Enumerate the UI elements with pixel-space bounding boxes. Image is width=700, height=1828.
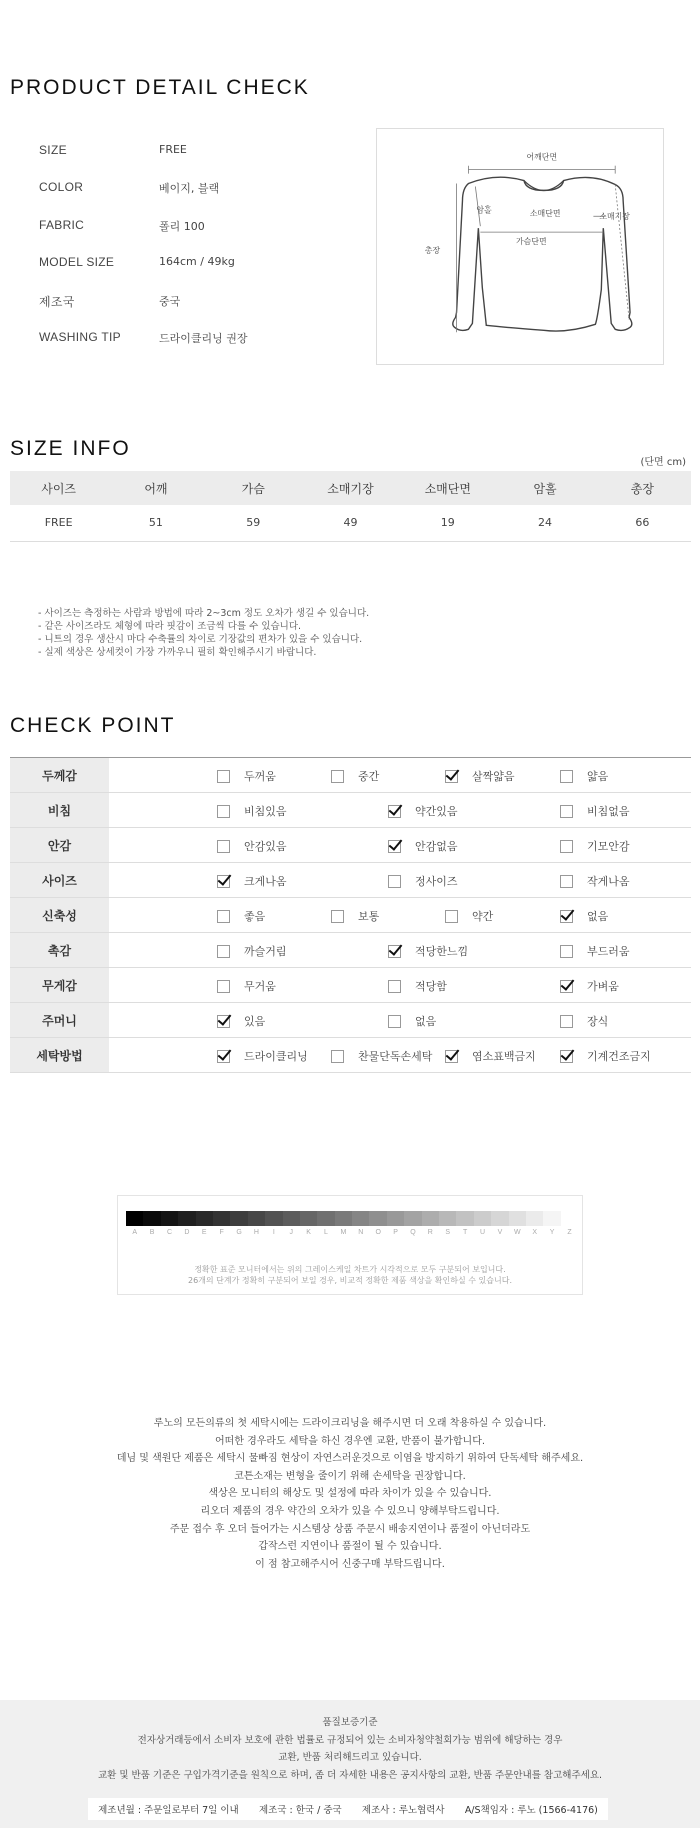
check-options: [109, 793, 691, 828]
check-option-label: 까슬거림: [244, 945, 287, 958]
spec-key: COLOR: [39, 180, 84, 195]
size-note: - 실제 색상은 상세컷이 가장 가까우니 필히 확인해주시기 바랍니다.: [38, 647, 317, 658]
check-option-label: 중간: [358, 770, 380, 783]
grayscale-caption: [118, 1264, 582, 1286]
check-option[interactable]: [560, 943, 630, 959]
spec-list: [39, 143, 248, 367]
gray-swatch: [248, 1211, 265, 1226]
check-option[interactable]: [560, 1013, 608, 1029]
check-option[interactable]: [560, 978, 619, 994]
check-option-label: 크게나옴: [244, 875, 287, 888]
gray-swatch: [369, 1211, 386, 1226]
size-header-cell: 암홀: [496, 471, 593, 505]
gray-letter: P: [393, 1229, 398, 1236]
size-cell: 59: [205, 505, 302, 541]
gray-swatch: [265, 1211, 282, 1226]
checkbox-empty-icon[interactable]: [217, 770, 230, 783]
check-option[interactable]: [331, 1048, 432, 1064]
check-options: [109, 1038, 691, 1073]
checkbox-checked-icon[interactable]: [445, 770, 458, 783]
diagram-label-sleeve-length: 소매기장: [599, 212, 630, 222]
spec-row: [39, 218, 248, 255]
check-option-label: 염소표백금지: [472, 1050, 536, 1063]
check-option-label: 보통: [358, 910, 380, 923]
checkbox-empty-icon[interactable]: [560, 770, 573, 783]
washing-notice: [0, 1415, 700, 1573]
size-header-cell: 총장: [594, 471, 691, 505]
checkbox-empty-icon[interactable]: [388, 980, 401, 993]
gray-letter: T: [462, 1229, 468, 1236]
check-options: [109, 898, 691, 933]
spec-value: 폴리 100: [159, 219, 205, 233]
spec-row: [39, 143, 248, 180]
spec-key: WASHING TIP: [39, 329, 121, 344]
gray-swatch: [196, 1211, 213, 1226]
checkbox-empty-icon[interactable]: [560, 1015, 573, 1028]
check-option[interactable]: [217, 873, 287, 889]
checkbox-checked-icon[interactable]: [388, 840, 401, 853]
size-note: - 사이즈는 측정하는 사람과 방법에 따라 2~3cm 정도 오차가 생길 수 있습니다.: [38, 608, 370, 619]
gray-letter: R: [427, 1229, 433, 1236]
check-options: [109, 1003, 691, 1038]
footer-line: 전자상거래등에서 소비자 보호에 관한 법률로 규정되어 있는 소비자청약철회가능 범위에 해당하는 경우: [137, 1734, 563, 1746]
check-option-label: 장식: [587, 1015, 609, 1028]
check-option-label: 무거움: [244, 980, 276, 993]
check-options: [109, 828, 691, 863]
gray-swatch: [439, 1211, 456, 1226]
product-detail-title: PRODUCT DETAIL CHECK: [10, 76, 310, 99]
check-option-label: 없음: [415, 1015, 437, 1028]
spec-row: [39, 180, 248, 217]
checkbox-empty-icon[interactable]: [331, 770, 344, 783]
spec-value: FREE: [159, 143, 187, 156]
gray-letter: H: [253, 1229, 259, 1236]
notice-line: 코튼소재는 변형을 줄이기 위해 손세탁을 권장합니다.: [234, 1470, 466, 1482]
check-label: 두께감: [10, 758, 109, 793]
checkbox-checked-icon[interactable]: [217, 1050, 230, 1063]
check-point-title: CHECK POINT: [10, 714, 176, 737]
quality-guarantee-footer: [0, 1700, 700, 1828]
size-header-cell: 사이즈: [10, 471, 107, 505]
gray-letter: D: [184, 1229, 190, 1236]
gray-letter: A: [132, 1229, 138, 1236]
footer-bar-item: 제조사 : 루노협력사: [361, 1805, 445, 1816]
check-option[interactable]: [388, 873, 458, 889]
check-row: [10, 968, 691, 1003]
check-option[interactable]: [217, 1048, 308, 1064]
spec-key: MODEL SIZE: [39, 255, 115, 270]
gray-swatch: [161, 1211, 178, 1226]
gray-swatch: [143, 1211, 160, 1226]
checkbox-empty-icon[interactable]: [217, 945, 230, 958]
gray-letter: I: [272, 1229, 275, 1236]
checkbox-checked-icon[interactable]: [560, 910, 573, 923]
spec-value: 중국: [159, 294, 181, 308]
size-table: [10, 471, 691, 542]
check-option-label: 없음: [587, 910, 609, 923]
gray-swatch: [230, 1211, 247, 1226]
garment-diagram-icon: [377, 129, 663, 364]
check-option[interactable]: [560, 838, 630, 854]
check-label: 세탁방법: [10, 1038, 109, 1073]
check-options: [109, 863, 691, 898]
gray-swatch: [543, 1211, 560, 1226]
check-option-label: 기모안감: [587, 840, 630, 853]
size-cell: 51: [107, 505, 204, 541]
gray-letter: C: [166, 1229, 172, 1236]
gray-swatch: [526, 1211, 543, 1226]
size-cell: FREE: [10, 505, 107, 541]
checkbox-checked-icon[interactable]: [560, 980, 573, 993]
check-option-label: 찬물단독손세탁: [358, 1050, 433, 1063]
check-option-label: 안감없음: [415, 840, 458, 853]
check-row: [10, 1003, 691, 1038]
footer-line: 교환, 반품 처리해드리고 있습니다.: [278, 1752, 422, 1763]
check-label: 비침: [10, 793, 109, 828]
check-option-label: 적당한느낌: [415, 945, 469, 958]
unit-label: (단면 cm): [640, 457, 686, 468]
gray-letter: N: [358, 1229, 364, 1236]
size-note: - 같은 사이즈라도 체형에 따라 핏감이 조금씩 다를 수 있습니다.: [38, 621, 302, 632]
diagram-label-length: 총장: [424, 245, 441, 255]
check-option[interactable]: [388, 978, 447, 994]
gray-letter: Y: [549, 1229, 555, 1236]
checkbox-empty-icon[interactable]: [560, 805, 573, 818]
check-option[interactable]: [217, 1013, 265, 1029]
gray-caption-line: 26개의 단계가 정확히 구분되어 보일 경우, 비교적 정확한 제품 색상을 확인하실 수 있습니다.: [188, 1276, 512, 1285]
gray-swatch: [213, 1211, 230, 1226]
check-row: [10, 933, 691, 968]
check-option[interactable]: [217, 803, 287, 819]
check-option[interactable]: [388, 838, 458, 854]
gray-letter: F: [219, 1229, 224, 1236]
spec-key: FABRIC: [39, 217, 85, 232]
gray-swatch: [335, 1211, 352, 1226]
check-option[interactable]: [331, 908, 379, 924]
check-option-label: 약간: [472, 910, 494, 923]
spec-value: 드라이클리닝 권장: [159, 331, 248, 345]
check-option[interactable]: [388, 943, 468, 959]
check-options: [109, 758, 691, 793]
gray-swatch: [422, 1211, 439, 1226]
check-table: [10, 757, 691, 1073]
checkbox-empty-icon[interactable]: [560, 875, 573, 888]
size-row: [10, 505, 691, 541]
gray-swatch: [404, 1211, 421, 1226]
check-option[interactable]: [560, 803, 630, 819]
check-option[interactable]: [560, 873, 630, 889]
check-row: [10, 828, 691, 863]
check-option-label: 드라이클리닝: [244, 1050, 308, 1063]
gray-caption-line: 정확한 표준 모니터에서는 위의 그레이스케일 차트가 시각적으로 모두 구분되어 보입니다.: [194, 1265, 506, 1274]
size-info-title: SIZE INFO: [10, 437, 131, 460]
notice-line: 어떠한 경우라도 세탁을 하신 경우엔 교환, 반품이 불가합니다.: [214, 1435, 486, 1447]
checkbox-empty-icon[interactable]: [445, 910, 458, 923]
gray-letter: Q: [410, 1229, 416, 1236]
size-cell: 49: [302, 505, 399, 541]
check-option-label: 기계건조금지: [587, 1050, 651, 1063]
check-option[interactable]: [560, 908, 608, 924]
size-notes: [38, 607, 369, 659]
checkbox-empty-icon[interactable]: [217, 805, 230, 818]
check-row: [10, 758, 691, 793]
gray-swatch: [317, 1211, 334, 1226]
check-option[interactable]: [217, 768, 276, 784]
size-diagram: [376, 128, 664, 365]
check-option-label: 가벼움: [587, 980, 619, 993]
gray-letter: M: [340, 1229, 347, 1236]
check-label: 주머니: [10, 1003, 109, 1038]
check-options: [109, 933, 691, 968]
check-option[interactable]: [560, 768, 608, 784]
check-option[interactable]: [560, 1048, 651, 1064]
check-option-label: 약간있음: [415, 805, 458, 818]
footer-line: 교환 및 반품 기준은 구입가격기준을 원칙으로 하며, 좀 더 자세한 내용은 공지사항의 교환, 반품 주문안내를 참고해주세요.: [97, 1769, 603, 1781]
gray-swatch: [283, 1211, 300, 1226]
checkbox-checked-icon[interactable]: [445, 1050, 458, 1063]
check-row: [10, 898, 691, 933]
gray-letter: G: [236, 1229, 242, 1236]
checkbox-checked-icon[interactable]: [217, 875, 230, 888]
check-label: 신축성: [10, 898, 109, 933]
notice-line: 주문 접수 후 오더 들어가는 시스템상 상품 주문시 배송지연이나 품절이 아닌더라도: [169, 1523, 531, 1535]
gray-swatch: [456, 1211, 473, 1226]
checkbox-empty-icon[interactable]: [388, 1015, 401, 1028]
grayscale-letters: [126, 1229, 578, 1236]
gray-swatch: [509, 1211, 526, 1226]
checkbox-empty-icon[interactable]: [217, 910, 230, 923]
notice-line: 이 점 참고해주시어 신중구매 부탁드립니다.: [255, 1558, 445, 1570]
check-option-label: 적당함: [415, 980, 447, 993]
checkbox-empty-icon[interactable]: [560, 840, 573, 853]
footer-text: [0, 1714, 700, 1784]
check-option-label: 비침없음: [587, 805, 630, 818]
check-option[interactable]: [331, 768, 379, 784]
notice-line: 리오더 제품의 경우 약간의 오차가 있을 수 있으니 양해부탁드립니다.: [200, 1505, 500, 1517]
check-option[interactable]: [445, 1048, 536, 1064]
size-header-cell: 소매기장: [302, 471, 399, 505]
size-header-cell: 소매단면: [399, 471, 496, 505]
check-option[interactable]: [217, 978, 276, 994]
checkbox-empty-icon[interactable]: [217, 840, 230, 853]
spec-row: [39, 293, 248, 330]
gray-letter: Z: [567, 1229, 572, 1236]
spec-value: 베이지, 블랙: [159, 182, 220, 196]
check-option[interactable]: [217, 838, 287, 854]
checkbox-empty-icon[interactable]: [331, 1050, 344, 1063]
gray-swatch: [387, 1211, 404, 1226]
check-option[interactable]: [217, 943, 287, 959]
gray-letter: W: [513, 1229, 521, 1236]
check-label: 무게감: [10, 968, 109, 1003]
gray-swatch: [474, 1211, 491, 1226]
check-option-label: 두꺼움: [244, 770, 276, 783]
check-label: 사이즈: [10, 863, 109, 898]
size-cell: 19: [399, 505, 496, 541]
check-option[interactable]: [388, 1013, 436, 1029]
size-cell: 66: [594, 505, 691, 541]
gray-swatch: [491, 1211, 508, 1226]
manufacture-info-bar: [88, 1798, 608, 1820]
checkbox-empty-icon[interactable]: [560, 945, 573, 958]
check-option-label: 안감있음: [244, 840, 287, 853]
gray-swatch: [178, 1211, 195, 1226]
grayscale-strip: [126, 1211, 578, 1226]
check-row: [10, 1038, 691, 1073]
gray-swatch: [126, 1211, 143, 1226]
check-option-label: 있음: [244, 1015, 266, 1028]
notice-line: 갑작스런 지연이나 품절이 될 수 있습니다.: [258, 1541, 442, 1553]
check-option-label: 좋음: [244, 910, 266, 923]
footer-bar-item: 제조년월 : 주문일로부터 7일 이내: [98, 1805, 239, 1816]
gray-letter: K: [306, 1229, 311, 1236]
notice-line: 색상은 모니터의 해상도 및 설정에 따라 차이가 있을 수 있습니다.: [208, 1488, 492, 1500]
gray-letter: X: [532, 1229, 538, 1236]
gray-swatch: [300, 1211, 317, 1226]
check-option-label: 얇음: [587, 770, 609, 783]
check-option-label: 정사이즈: [415, 875, 458, 888]
checkbox-empty-icon[interactable]: [217, 980, 230, 993]
check-option-label: 작게나옴: [587, 875, 630, 888]
check-row: [10, 793, 691, 828]
check-options: [109, 968, 691, 1003]
gray-letter: B: [149, 1229, 155, 1236]
gray-letter: E: [201, 1229, 207, 1236]
spec-key: 제조국: [39, 294, 75, 309]
diagram-label-sleeve-width: 소매단면: [529, 209, 561, 219]
checkbox-empty-icon[interactable]: [331, 910, 344, 923]
size-header-cell: 어깨: [107, 471, 204, 505]
gray-swatch: [352, 1211, 369, 1226]
gray-swatch: [561, 1211, 578, 1226]
check-option[interactable]: [445, 768, 515, 784]
check-option[interactable]: [217, 908, 265, 924]
notice-line: 데님 및 색원단 제품은 세탁시 물빠짐 현상이 자연스러운것으로 이염을 방지하기 위하여 단독세탁 해주세요.: [116, 1453, 584, 1465]
diagram-label-chest: 가슴단면: [516, 237, 547, 247]
diagram-label-shoulder: 어깨단면: [526, 152, 558, 162]
check-option[interactable]: [388, 803, 458, 819]
footer-line: 품질보증기준: [322, 1717, 378, 1728]
check-option-label: 비침있음: [244, 805, 287, 818]
checkbox-checked-icon[interactable]: [388, 805, 401, 818]
gray-letter: S: [445, 1229, 451, 1236]
footer-bar-item: A/S책임자 : 루노 (1566-4176): [464, 1805, 598, 1816]
checkbox-checked-icon[interactable]: [560, 1050, 573, 1063]
checkbox-empty-icon[interactable]: [388, 875, 401, 888]
spec-row: [39, 255, 248, 292]
gray-letter: L: [324, 1229, 328, 1236]
gray-letter: V: [497, 1229, 503, 1236]
footer-bar-item: 제조국 : 한국 / 중국: [258, 1805, 342, 1816]
spec-row: [39, 330, 248, 367]
size-cell: 24: [496, 505, 593, 541]
size-note: - 니트의 경우 생산시 마다 수축률의 차이로 기장값의 편차가 있을 수 있습니다.: [38, 634, 363, 645]
spec-value: 164cm / 49kg: [159, 255, 235, 269]
diagram-label-armhole: 암홀: [476, 205, 492, 215]
checkbox-checked-icon[interactable]: [217, 1015, 230, 1028]
check-label: 촉감: [10, 933, 109, 968]
check-option-label: 살짝얇음: [472, 770, 515, 783]
spec-key: SIZE: [39, 143, 67, 157]
notice-line: 루노의 모든의류의 첫 세탁시에는 드라이크리닝을 해주시면 더 오래 착용하실 수 있습니다.: [153, 1418, 547, 1429]
checkbox-checked-icon[interactable]: [388, 945, 401, 958]
gray-letter: U: [479, 1229, 486, 1236]
size-header-cell: 가슴: [205, 471, 302, 505]
gray-letter: O: [375, 1229, 381, 1236]
gray-letter: J: [289, 1229, 293, 1236]
grayscale-chart: [117, 1195, 583, 1295]
check-row: [10, 863, 691, 898]
check-option-label: 부드러움: [587, 945, 630, 958]
check-label: 안감: [10, 828, 109, 863]
check-option[interactable]: [445, 908, 493, 924]
